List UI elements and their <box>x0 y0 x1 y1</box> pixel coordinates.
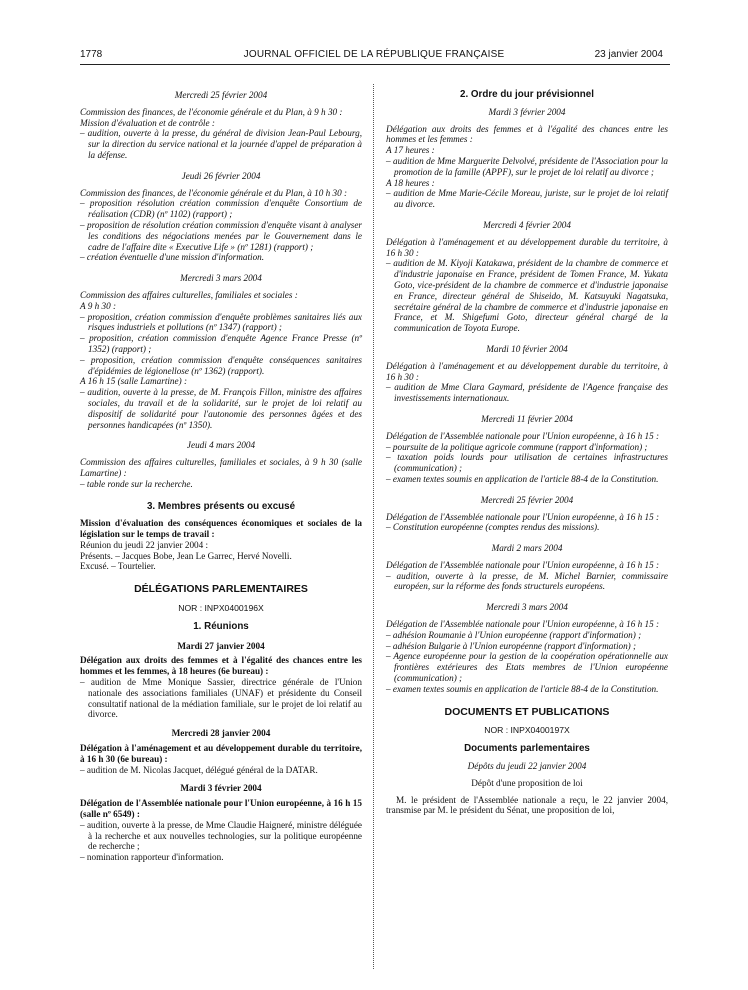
list-item: – taxation poids lourds pour utilisation de certaines infrastructures (communication) ; <box>386 452 668 474</box>
date-heading: Mercredi 3 mars 2004 <box>180 273 262 284</box>
list-item: – adhésion Bulgarie à l'Union européenne (rapport d'information) ; <box>386 640 637 651</box>
paragraph: Délégation de l'Assemblée nationale pour l'Union européenne, à 16 h 15 : <box>386 559 660 570</box>
page-number: 1778 <box>80 49 103 60</box>
page-header <box>0 49 748 63</box>
subheading: Dépôt d'une proposition de loi <box>471 777 583 788</box>
list-item: – table ronde sur la recherche. <box>80 478 193 489</box>
date-heading: Jeudi 26 février 2004 <box>181 170 261 181</box>
issue-date: 23 janvier 2004 <box>594 49 663 60</box>
date-heading: Mercredi 25 février 2004 <box>174 90 268 100</box>
attendance-present: Présents. – Jacques Bobe, Jean Le Garrec, Hervé Novelli. <box>80 550 292 561</box>
list-item: – adhésion Roumanie à l'Union européenne (rapport d'information) ; <box>386 629 642 640</box>
header-rule <box>80 64 670 65</box>
section-heading: 2. Ordre du jour prévisionnel <box>460 89 594 100</box>
list-item: – audition de Mme Marie-Cécile Moreau, juriste, sur le projet de loi relatif au divorce. <box>386 188 668 210</box>
list-item: – audition, ouverte à la presse, du général de division Jean-Paul Lebourg, sur la direction du service national et la journée d'appel de préparation à la défense. <box>80 128 362 160</box>
list-item: – audition de M. Nicolas Jacquet, délégué général de la DATAR. <box>80 764 318 775</box>
right-column <box>386 86 668 816</box>
paragraph: A 17 heures : <box>386 145 435 156</box>
paragraph: Délégation de l'Assemblée nationale pour l'Union européenne, à 16 h 15 : <box>386 430 660 441</box>
list-item: – audition de Mme Monique Sassier, directrice générale de l'Union nationale des associations familiales (UNAF) et présidente du Conseil consultatif national de la médiation familiale, sur le projet de loi relatif au divorce. <box>80 677 362 720</box>
list-item: – audition de M. Kiyoji Katakawa, président de la chambre de commerce et d'industrie japonaise en France, président de Tomen France, M. Yukata Goto, vice-président de la chambre de commerce et d'industrie japonaise en France, directeur général de Shiseido, M. Katsuyuki Nagatsuka, secrétaire général de la chambre de commerce et d'industrie japonaise en France, et M. Shigefumi Goto, directeur général chargé de la communication de Toyota Europe. <box>386 258 668 334</box>
paragraph: Délégation de l'Assemblée nationale pour l'Union européenne, à 16 h 15 : <box>386 511 660 522</box>
date-heading: Mercredi 11 février 2004 <box>481 413 573 424</box>
date-heading: Mercredi 4 février 2004 <box>483 219 571 230</box>
paragraph: Commission des finances, de l'économie générale et du Plan, à 9 h 30 : <box>80 106 343 117</box>
section-heading: 3. Membres présents ou excusé <box>146 500 296 512</box>
list-item: – audition de Mme Clara Gaymard, présidente de l'Agence française des investissements internationaux. <box>386 382 668 404</box>
section-title: DOCUMENTS ET PUBLICATIONS <box>444 705 610 718</box>
attendance-excused: Excusé. – Tourtelier. <box>80 561 156 572</box>
list-item: – audition, ouverte à la presse, de Mme Claudie Haigneré, ministre déléguée à la recherche et aux nouvelles technologies, sur la politique européenne de recherche ; <box>80 819 362 852</box>
paragraph: A 9 h 30 : <box>80 300 117 311</box>
mission-title: Mission d'évaluation des conséquences économiques et sociales de la législation sur le temps de travail : <box>80 518 362 540</box>
date-heading: Jeudi 4 mars 2004 <box>186 440 256 451</box>
section-heading: 1. Réunions <box>193 620 249 632</box>
meeting-title: Délégation aux droits des femmes et à l'égalité des chances entre les hommes et les femmes, à 18 heures (6e bureau) : <box>80 655 362 677</box>
list-item: – Constitution européenne (comptes rendus des missions). <box>386 522 600 533</box>
paragraph: A 18 heures : <box>386 177 435 188</box>
paragraph: Délégation aux droits des femmes et à l'égalité des chances entre les hommes et les femmes : <box>386 123 668 145</box>
list-item: – nomination rapporteur d'information. <box>80 852 224 863</box>
list-item: – proposition résolution création commission d'enquête Consortium de réalisation (CDR) (nº 1102) (rapport) ; <box>80 198 362 220</box>
paragraph: Commission des finances, de l'économie générale et du Plan, à 10 h 30 : <box>80 187 348 198</box>
list-item: – proposition, création commission d'enquête Agence France Presse (nº 1352) (rapport) ; <box>80 333 362 354</box>
list-item: – création éventuelle d'une mission d'information. <box>80 252 265 263</box>
list-item: – proposition, création commission d'enquête problèmes sanitaires liés aux risques industriels et pollutions (nº 1347) (rapport) ; <box>80 311 362 333</box>
date-heading: Mardi 3 février 2004 <box>488 106 566 117</box>
list-item: – audition de Mme Marguerite Delvolvé, présidente de l'Association pour la promotion de la famille (APPF), sur le projet de loi relatif au divorce ; <box>386 155 668 177</box>
paragraph: Délégation à l'aménagement et au développement durable du territoire, à 16 h 30 : <box>386 236 668 258</box>
date-heading: Mardi 27 janvier 2004 <box>177 640 265 651</box>
paragraph: M. le président de l'Assemblée nationale a reçu, le 22 janvier 2004, transmise par M. le président du Sénat, une proposition de loi, <box>386 794 668 816</box>
list-item: – examen textes soumis en application de l'article 88-4 de la Constitution. <box>386 473 659 484</box>
list-item: – audition, ouverte à la presse, de M. François Fillon, ministre des affaires sociales, du travail et de la solidarité, sur le projet de loi relatif au dispositif de solidarité pour l'autonomie des personnes âgées et des personnes handicapées (nº 1350). <box>80 387 362 430</box>
date-heading: Dépôts du jeudi 22 janvier 2004 <box>467 761 587 772</box>
list-item: – Agence européenne pour la gestion de la coopération opérationnelle aux frontières extérieures des Etats membres de l'Union européenne (communication) ; <box>386 651 668 684</box>
date-heading: Mardi 3 février 2004 <box>180 783 262 794</box>
meeting-title: Délégation à l'aménagement et au développement durable du territoire, à 16 h 30 (6e bureau) : <box>80 743 362 764</box>
nor-reference: NOR : INPX0400197X <box>484 725 570 736</box>
paragraph: Mission d'évaluation et de contrôle : <box>80 117 215 128</box>
section-title: DÉLÉGATIONS PARLEMENTAIRES <box>134 583 308 596</box>
left-column <box>80 86 362 863</box>
paragraph: Délégation à l'aménagement et au développement durable du territoire, à 16 h 30 : <box>386 360 668 382</box>
meeting-title: Délégation de l'Assemblée nationale pour l'Union européenne, à 16 h 15 (salle nº 6549) : <box>80 798 362 820</box>
paragraph: Commission des affaires culturelles, familiales et sociales : <box>80 289 298 300</box>
paragraph: Délégation de l'Assemblée nationale pour l'Union européenne, à 16 h 15 : <box>386 619 660 630</box>
date-heading: Mercredi 3 mars 2004 <box>486 602 568 613</box>
paragraph: Commission des affaires culturelles, familiales et sociales, à 9 h 30 (salle Lamartine) : <box>80 457 362 478</box>
column-divider <box>373 84 374 969</box>
section-heading: Documents parlementaires <box>464 743 590 755</box>
date-heading: Mercredi 28 janvier 2004 <box>171 728 271 739</box>
nor-reference: NOR : INPX0400196X <box>178 603 264 614</box>
date-heading: Mardi 2 mars 2004 <box>491 543 563 554</box>
list-item: – audition, ouverte à la presse, de M. Michel Barnier, commissaire européen, sur la réforme des fonds structurels européens. <box>386 570 668 592</box>
date-heading: Mardi 10 février 2004 <box>486 343 568 354</box>
list-item: – poursuite de la politique agricole commune (rapport d'information) ; <box>386 441 648 452</box>
list-item: – proposition de résolution création commission d'enquête visant à analyser les conditions des négociations menées par le Gouvernement dans le cadre de l'affaire dite « Executive Life » (nº 1281) (rapport) ; <box>80 219 362 252</box>
list-item: – proposition, création commission d'enquête conséquences sanitaires d'épidémies de légionellose (nº 1362) (rapport). <box>80 354 362 376</box>
paragraph: A 16 h 15 (salle Lamartine) : <box>80 376 188 387</box>
journal-title: JOURNAL OFFICIEL DE LA RÉPUBLIQUE FRANÇAISE <box>243 49 505 60</box>
list-item: – examen textes soumis en application de l'article 88-4 de la Constitution. <box>386 683 659 694</box>
date-heading: Mercredi 25 février 2004 <box>480 494 574 505</box>
paragraph: Réunion du jeudi 22 janvier 2004 : <box>80 539 209 550</box>
